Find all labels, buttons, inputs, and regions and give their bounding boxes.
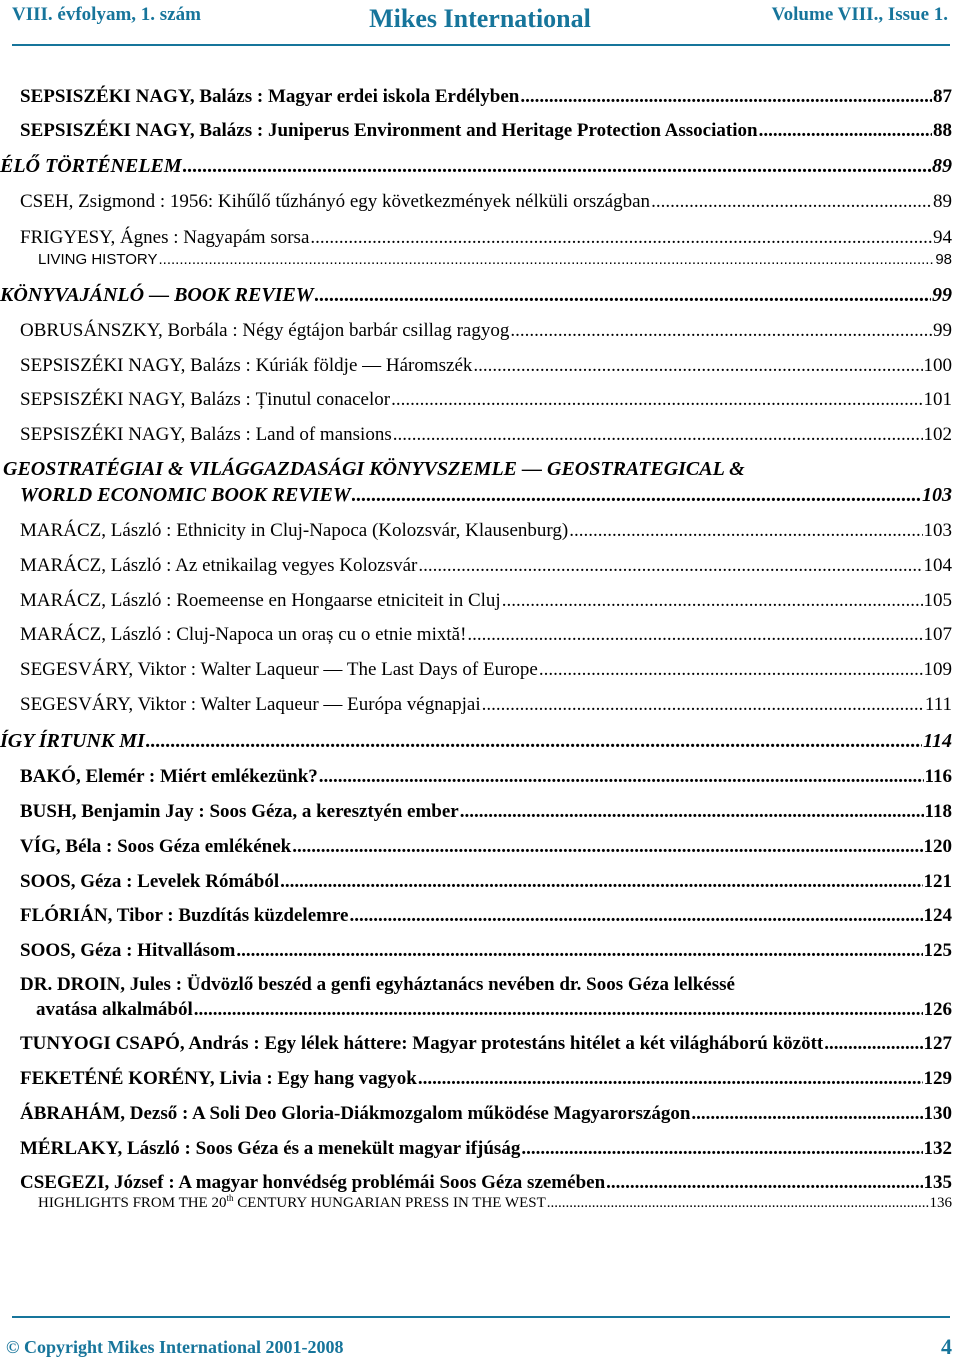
toc-entry-title: SEPSISZÉKI NAGY, Balázs : Juniperus Environment and Heritage Protection Association [20, 120, 758, 141]
toc-entry[interactable] [36, 999, 952, 1021]
toc-entry-title: SEPSISZÉKI NAGY, Balázs : Kúriák földje — Háromszék [20, 355, 473, 376]
toc-leader [759, 120, 932, 142]
toc-entry-title: CSEH, Zsigmond : 1956: Kihűlő tűzhányó egy következmények nélküli országban [20, 191, 651, 212]
toc-leader [236, 940, 922, 962]
toc-entry-page: 132 [923, 1138, 952, 1159]
toc-entry[interactable] [20, 940, 952, 962]
toc-entry[interactable] [20, 1068, 952, 1090]
toc-entry-page: 136 [929, 1195, 952, 1211]
toc-entry-title-pre: HIGHLIGHTS FROM THE 20 [38, 1195, 227, 1211]
toc-entry-title: SEGESVÁRY, Viktor : Walter Laqueur — Európa végnapjai [20, 694, 481, 715]
toc-entry-title: BUSH, Benjamin Jay : Soos Géza, a keresztyén ember [20, 801, 459, 822]
toc-entry[interactable] [20, 624, 952, 646]
toc-entry-title-line2: avatása alkalmából [36, 999, 193, 1020]
toc-entry-page: 121 [923, 871, 952, 892]
toc-entry[interactable] [20, 355, 952, 377]
toc-entry-title [38, 1195, 546, 1212]
toc-entry[interactable] [20, 659, 952, 681]
toc-entry[interactable] [20, 766, 952, 788]
toc-entry-title: CSEGEZI, József : A magyar honvédség problémái Soos Géza szemében [20, 1172, 606, 1193]
toc-entry-title: SEPSISZÉKI NAGY, Balázs : Magyar erdei iskola Erdélyben [20, 86, 520, 107]
toc-section-title: KÖNYVAJÁNLÓ — BOOK REVIEW [0, 284, 314, 306]
toc-leader [473, 355, 922, 377]
toc-entry-page: 109 [923, 659, 952, 680]
toc-entry-page: 130 [923, 1103, 952, 1124]
toc-entry-page: 125 [923, 940, 952, 961]
toc-entry-title-post: CENTURY HUNGARIAN PRESS IN THE WEST [233, 1195, 546, 1211]
toc-entry-title: SOOS, Géza : Levelek Rómából [20, 871, 280, 892]
footer-page-number: 4 [941, 1334, 952, 1359]
toc-entry[interactable] [20, 1033, 952, 1055]
toc-entry[interactable] [20, 1172, 952, 1194]
toc-entry-page: 111 [924, 694, 952, 715]
toc-leader [158, 251, 934, 268]
toc-entry-title: SEPSISZÉKI NAGY, Balázs : Land of mansions [20, 424, 392, 445]
toc-entry[interactable] [20, 1103, 952, 1125]
toc-leader [467, 624, 922, 646]
toc-leader [539, 659, 923, 681]
toc-entry[interactable] [20, 227, 952, 249]
toc-entry-page: 107 [923, 624, 952, 645]
toc-entry[interactable] [20, 905, 952, 927]
toc-entry-page: 102 [923, 424, 952, 445]
toc-leader [502, 590, 923, 612]
header-volume-en: Volume VIII., Issue 1. [771, 4, 948, 25]
toc-leader [460, 801, 924, 823]
toc-section[interactable] [0, 155, 952, 178]
toc-entry[interactable] [20, 1138, 952, 1160]
toc-entry-page: 135 [923, 1172, 952, 1193]
toc-entry[interactable] [20, 590, 952, 612]
toc-leader [183, 155, 931, 178]
toc-entry-page: 118 [924, 801, 952, 822]
toc-entry-title: MARÁCZ, László : Roemeense en Hongaarse etniciteit in Cluj [20, 590, 501, 611]
toc-entry[interactable] [20, 694, 952, 716]
toc-entry[interactable] [20, 191, 952, 213]
toc-leader [482, 694, 924, 716]
toc-entry-title: SEGESVÁRY, Viktor : Walter Laqueur — The Last Days of Europe [20, 659, 538, 680]
toc-entry-title: MARÁCZ, László : Az etnikailag vegyes Kolozsvár [20, 555, 418, 576]
toc-entry[interactable] [20, 836, 952, 858]
toc-section[interactable] [0, 284, 952, 307]
toc-leader [510, 320, 932, 342]
toc-leader [310, 227, 932, 249]
toc-section-page: 89 [932, 155, 952, 177]
toc-entry-title: TUNYOGI CSAPÓ, András : Egy lélek háttere: Magyar protestáns hitélet a két világháború között [20, 1033, 824, 1054]
toc-entry-page: 89 [933, 191, 952, 212]
header-volume-hu: VIII. évfolyam, 1. szám [12, 4, 201, 25]
toc-entry[interactable] [20, 520, 952, 542]
footer-copyright: © Copyright Mikes International 2001-2008 [6, 1337, 344, 1357]
toc-entry-page: 104 [923, 555, 952, 576]
toc-leader [349, 905, 922, 927]
toc-entry-title: SEPSISZÉKI NAGY, Balázs : Ținutul conacelor [20, 389, 391, 410]
toc-entry-title: FEKETÉNÉ KORÉNY, Livia : Egy hang vagyok [20, 1068, 417, 1089]
toc-leader [824, 1033, 922, 1055]
toc-entry-title: ÁBRAHÁM, Dezső : A Soli Deo Gloria-Diákmozgalom működése Magyarországon [20, 1103, 691, 1124]
toc-entry-title: MÉRLAKY, László : Soos Géza és a menekült magyar ifjúság [20, 1138, 521, 1159]
toc-entry[interactable] [20, 86, 952, 108]
toc-entry-title: FRIGYESY, Ágnes : Nagyapám sorsa [20, 227, 310, 248]
toc-entry-page: 87 [933, 86, 952, 107]
toc-entry[interactable] [20, 120, 952, 142]
footer-rule [12, 1316, 950, 1318]
toc-leader [280, 871, 922, 893]
header-title: Mikes International [369, 4, 591, 33]
toc-leader [520, 86, 932, 108]
toc-leader [569, 520, 922, 542]
toc-leader [319, 766, 924, 788]
toc-entry[interactable] [38, 1195, 952, 1212]
toc-entry-title: MARÁCZ, László : Cluj-Napoca un oraș cu o etnie mixtă! [20, 624, 467, 645]
toc-entry-page: 126 [923, 999, 952, 1020]
toc-section-title-line1[interactable]: GEOSTRATÉGIAI & VILÁGGAZDASÁGI KÖNYVSZEMLE — GEOSTRATEGICAL & [3, 458, 745, 480]
toc-entry-title: OBRUSÁNSZKY, Borbála : Négy égtájon barbár csillag ragyog [20, 320, 510, 341]
toc-leader [146, 730, 922, 753]
toc-entry-page: 120 [923, 836, 952, 857]
toc-section[interactable] [20, 484, 952, 507]
toc-entry[interactable] [20, 389, 952, 411]
toc-section-title: ÍGY ÍRTUNK MI [0, 730, 145, 752]
toc-entry-title: SOOS, Géza : Hitvallásom [20, 940, 236, 961]
toc-leader [391, 389, 922, 411]
toc-entry-page: 105 [923, 590, 952, 611]
toc-section-page: 103 [922, 484, 952, 506]
toc-entry-title: BAKÓ, Elemér : Miért emlékezünk? [20, 766, 318, 787]
toc-entry-page: 116 [924, 766, 952, 787]
toc-entry-page: 100 [923, 355, 952, 376]
toc-section-title-line2: WORLD ECONOMIC BOOK REVIEW [20, 484, 351, 506]
toc-leader [606, 1172, 922, 1194]
toc-leader [651, 191, 932, 213]
toc-entry[interactable] [20, 801, 952, 823]
toc-entry-page: 94 [933, 227, 952, 248]
toc-entry[interactable] [38, 251, 952, 268]
toc-section-page: 99 [932, 284, 952, 306]
toc-entry-title-sup: th [226, 1193, 234, 1203]
toc-entry-page: 101 [923, 389, 952, 410]
toc-entry-page: 124 [923, 905, 952, 926]
toc-entry[interactable] [20, 555, 952, 577]
toc-leader [292, 836, 922, 858]
toc-entry[interactable] [20, 320, 952, 342]
toc-leader [315, 284, 931, 307]
toc-entry-page: 99 [933, 320, 952, 341]
toc-entry-page: 129 [923, 1068, 952, 1089]
toc-leader [352, 484, 921, 507]
toc-entry[interactable] [20, 871, 952, 893]
toc-section-page: 114 [923, 730, 952, 752]
toc-entry-page: 88 [933, 120, 952, 141]
toc-leader [418, 555, 922, 577]
toc-leader [393, 424, 923, 446]
toc-leader [691, 1103, 922, 1125]
toc-entry-page: 127 [923, 1033, 952, 1054]
toc-leader [521, 1138, 922, 1160]
toc-entry-title: MARÁCZ, László : Ethnicity in Cluj-Napoca (Kolozsvár, Klausenburg) [20, 520, 569, 541]
toc-entry-page: 98 [935, 251, 952, 268]
toc-entry-title: FLÓRIÁN, Tibor : Buzdítás küzdelemre [20, 905, 349, 926]
toc-entry-page: 103 [923, 520, 952, 541]
toc-section-title: ÉLŐ TÖRTÉNELEM [0, 155, 182, 177]
toc-entry-title: LIVING HISTORY [38, 251, 158, 268]
toc-entry-title: VÍG, Béla : Soos Géza emlékének [20, 836, 292, 857]
toc-leader [418, 1068, 923, 1090]
toc-section[interactable] [0, 730, 952, 753]
toc-entry[interactable] [20, 424, 952, 446]
toc-entry-title-line1[interactable]: DR. DROIN, Jules : Üdvözlő beszéd a genfi egyháztanács nevében dr. Soos Géza lelkéssé [20, 974, 735, 995]
toc-leader [547, 1195, 929, 1212]
toc-leader [194, 999, 923, 1021]
